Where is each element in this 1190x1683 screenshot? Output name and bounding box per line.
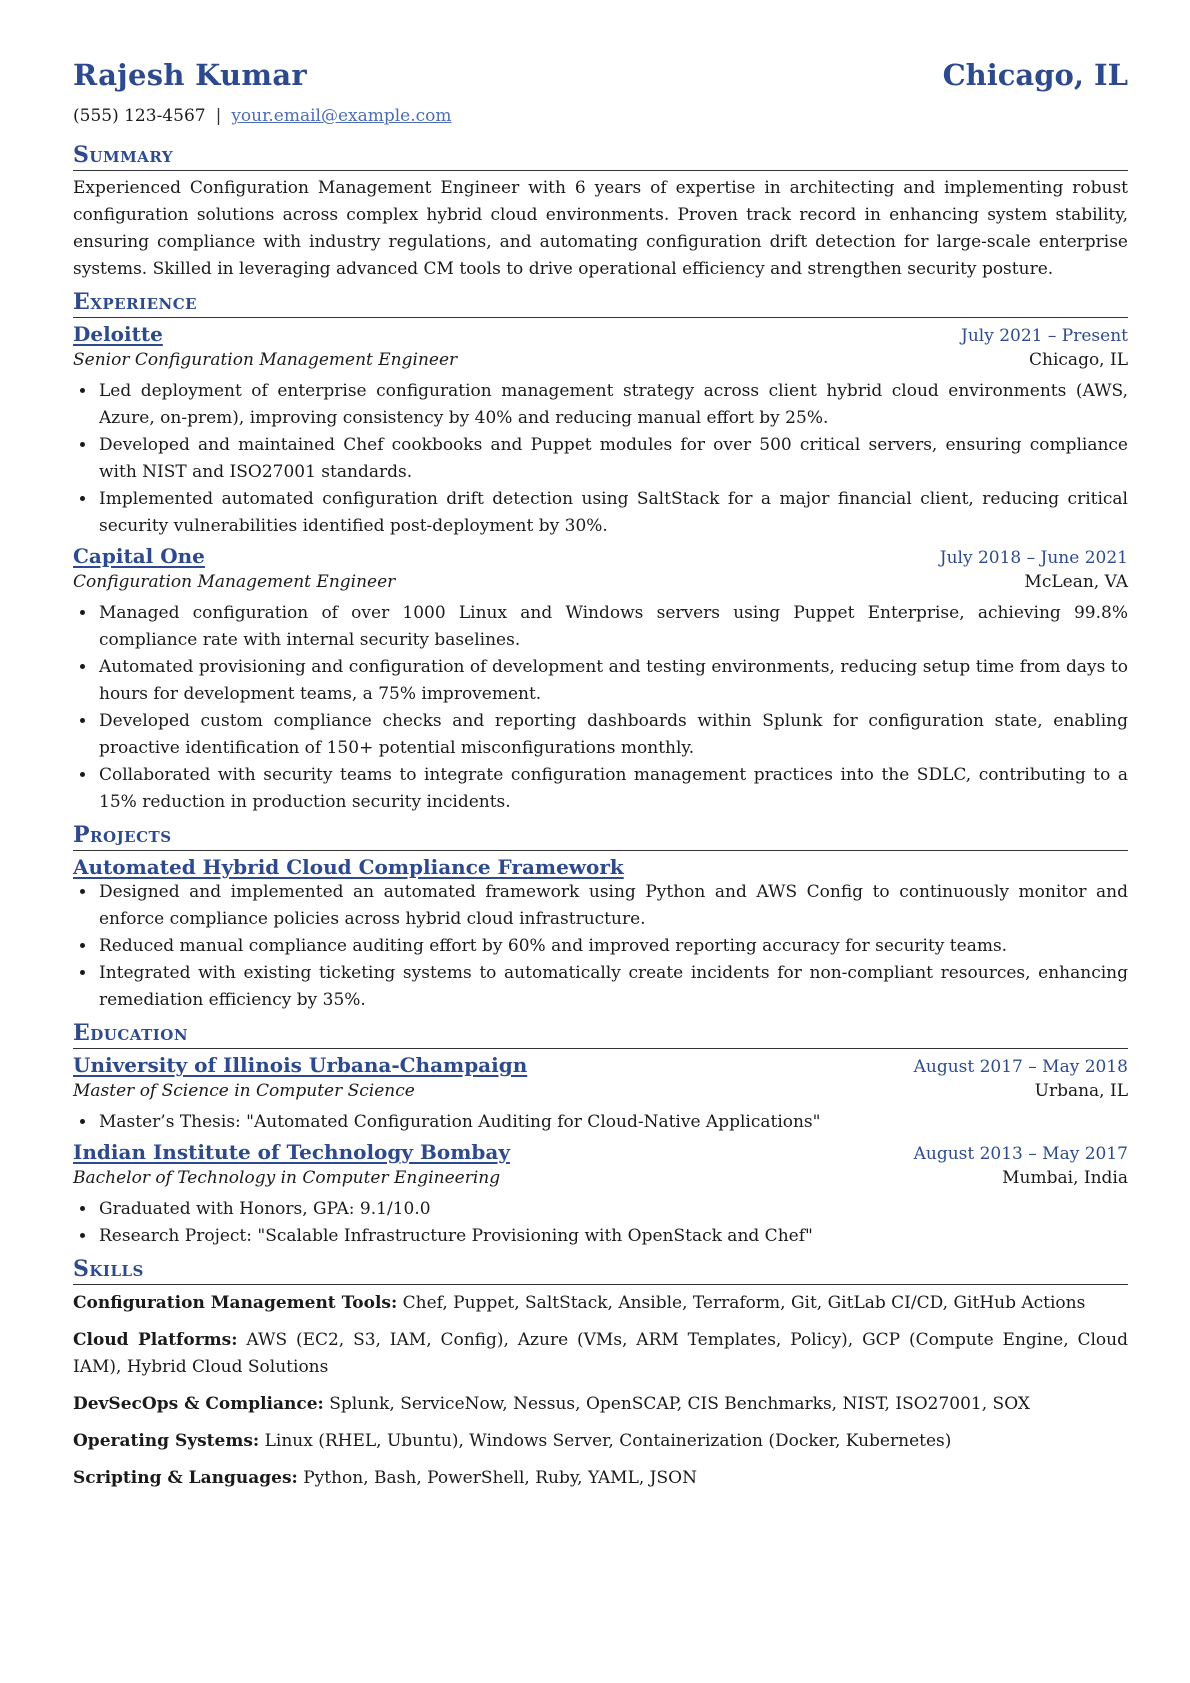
skill-line	[73, 1327, 1128, 1381]
degree-name: Bachelor of Technology in Computer Engineering	[73, 1168, 501, 1188]
section-title-education: Education	[73, 1018, 1128, 1049]
skill-value: Python, Bash, PowerShell, Ruby, YAML, JSON	[297, 1468, 697, 1488]
education-entry-uiuc	[73, 1053, 1128, 1136]
skill-label: DevSecOps & Compliance:	[73, 1394, 324, 1414]
candidate-location: Chicago, IL	[942, 58, 1128, 92]
experience-section	[73, 287, 1128, 816]
school-header	[73, 1140, 1128, 1164]
summary-section	[73, 140, 1128, 283]
list-item: • Developed custom compliance checks and reporting dashboards within Splunk for configuration state, enabling proactive identification of 150+ potential misconfigurations monthly.	[97, 708, 1128, 762]
skill-value: Chef, Puppet, SaltStack, Ansible, Terraform, Git, GitLab CI/CD, GitHub Actions	[397, 1293, 1086, 1313]
email-link[interactable]: your.email@example.com	[231, 106, 452, 126]
job-dates: July 2021 – Present	[961, 326, 1128, 346]
contact-separator: |	[215, 106, 222, 126]
school-name[interactable]: Indian Institute of Technology Bombay	[73, 1140, 510, 1164]
school-name[interactable]: University of Illinois Urbana-Champaign	[73, 1053, 528, 1077]
list-item: • Designed and implemented an automated framework using Python and AWS Config to continuously monitor and enforce compliance policies across hybrid cloud infrastructure.	[97, 879, 1128, 933]
job-entry-deloitte	[73, 322, 1128, 540]
skill-value: Linux (RHEL, Ubuntu), Windows Server, Containerization (Docker, Kubernetes)	[259, 1431, 952, 1451]
education-section	[73, 1018, 1128, 1250]
candidate-name: Rajesh Kumar	[73, 58, 308, 92]
school-subheader	[73, 1168, 1128, 1188]
skill-value: AWS (EC2, S3, IAM, Config), Azure (VMs, ARM Templates, Policy), GCP (Compute Engine, Cloud IAM), Hybrid Cloud Solutions	[73, 1330, 1128, 1377]
school-header	[73, 1053, 1128, 1077]
list-item: • Master’s Thesis: "Automated Configuration Auditing for Cloud-Native Applications"	[97, 1109, 1128, 1136]
list-item: • Graduated with Honors, GPA: 9.1/10.0	[97, 1196, 1128, 1223]
school-location: Urbana, IL	[1034, 1081, 1128, 1101]
skill-line	[73, 1290, 1128, 1317]
job-title: Senior Configuration Management Engineer	[73, 350, 458, 370]
job-bullets	[73, 600, 1128, 816]
contact-line	[73, 106, 1128, 136]
job-header	[73, 322, 1128, 346]
project-bullets	[73, 879, 1128, 1014]
job-dates: July 2018 – June 2021	[939, 548, 1128, 568]
school-bullets	[73, 1109, 1128, 1136]
company-name[interactable]: Capital One	[73, 544, 205, 568]
company-name[interactable]: Deloitte	[73, 322, 163, 346]
skill-value: Splunk, ServiceNow, Nessus, OpenSCAP, CIS Benchmarks, NIST, ISO27001, SOX	[323, 1394, 1030, 1414]
list-item: • Managed configuration of over 1000 Linux and Windows servers using Puppet Enterprise, achieving 99.8% compliance rate with internal security baselines.	[97, 600, 1128, 654]
section-title-projects: Projects	[73, 820, 1128, 851]
skills-section	[73, 1254, 1128, 1492]
job-bullets	[73, 378, 1128, 540]
list-item: • Implemented automated configuration drift detection using SaltStack for a major financial client, reducing critical security vulnerabilities identified post-deployment by 30%.	[97, 486, 1128, 540]
skill-label: Configuration Management Tools:	[73, 1293, 398, 1313]
skill-label: Scripting & Languages:	[73, 1468, 298, 1488]
education-entry-iitb	[73, 1140, 1128, 1250]
job-subheader	[73, 572, 1128, 592]
list-item: • Reduced manual compliance auditing effort by 60% and improved reporting accuracy for security teams.	[97, 933, 1128, 960]
section-title-skills: Skills	[73, 1254, 1128, 1285]
job-location: McLean, VA	[1024, 572, 1128, 592]
school-dates: August 2017 – May 2018	[913, 1057, 1128, 1077]
job-location: Chicago, IL	[1029, 350, 1128, 370]
school-location: Mumbai, India	[1002, 1168, 1128, 1188]
list-item: • Research Project: "Scalable Infrastructure Provisioning with OpenStack and Chef"	[97, 1223, 1128, 1250]
school-bullets	[73, 1196, 1128, 1250]
school-dates: August 2013 – May 2017	[913, 1144, 1128, 1164]
list-item: • Developed and maintained Chef cookbooks and Puppet modules for over 500 critical servers, ensuring compliance with NIST and ISO27001 standards.	[97, 432, 1128, 486]
list-item: • Collaborated with security teams to integrate configuration management practices into the SDLC, contributing to a 15% reduction in production security incidents.	[97, 762, 1128, 816]
degree-name: Master of Science in Computer Science	[73, 1081, 415, 1101]
skill-line	[73, 1465, 1128, 1492]
list-item: • Led deployment of enterprise configuration management strategy across client hybrid cloud environments (AWS, Azure, on-prem), improving consistency by 40% and reducing manual effort by 25%.	[97, 378, 1128, 432]
phone-number: (555) 123-4567	[73, 106, 206, 126]
skill-line	[73, 1428, 1128, 1455]
skill-line	[73, 1391, 1128, 1418]
job-entry-capital-one	[73, 544, 1128, 816]
resume-page	[73, 58, 1128, 1502]
list-item: • Automated provisioning and configuration of development and testing environments, reducing setup time from days to hours for development teams, a 75% improvement.	[97, 654, 1128, 708]
job-subheader	[73, 350, 1128, 370]
school-subheader	[73, 1081, 1128, 1101]
skill-label: Operating Systems:	[73, 1431, 260, 1451]
skill-label: Cloud Platforms:	[73, 1330, 238, 1350]
summary-text: Experienced Configuration Management Engineer with 6 years of expertise in architecting and implementing robust configuration solutions across complex hybrid cloud environments. Proven track record in enhancing system stability, ensuring compliance with industry regulations, and automating configuration drift detection for large-scale enterprise systems. Skilled in leveraging advanced CM tools to drive operational efficiency and strengthen security posture.	[73, 178, 1128, 279]
project-name[interactable]: Automated Hybrid Cloud Compliance Framework	[73, 855, 624, 879]
section-title-summary: Summary	[73, 140, 1128, 171]
list-item: • Integrated with existing ticketing systems to automatically create incidents for non-compliant resources, enhancing remediation efficiency by 35%.	[97, 960, 1128, 1014]
job-title: Configuration Management Engineer	[73, 572, 396, 592]
job-header	[73, 544, 1128, 568]
resume-header	[73, 58, 1128, 104]
projects-section	[73, 820, 1128, 1014]
section-title-experience: Experience	[73, 287, 1128, 318]
